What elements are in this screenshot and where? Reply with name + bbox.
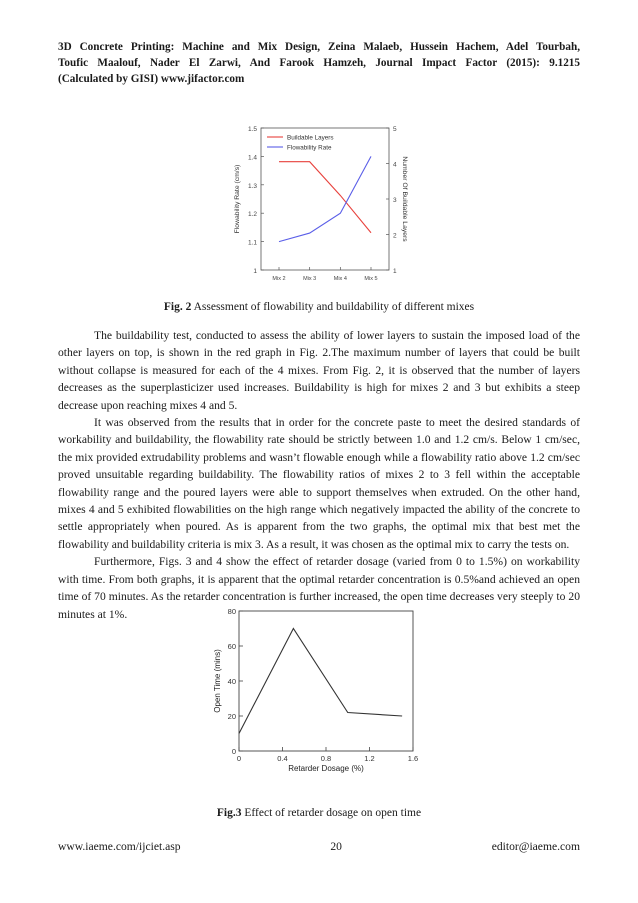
series-line-1 <box>279 156 371 241</box>
legend-label: Flowability Rate <box>287 144 332 152</box>
x-tick-label: 1.6 <box>407 754 419 763</box>
series-line-0 <box>279 162 371 233</box>
y2-tick-label: 5 <box>393 126 397 133</box>
y2-tick-label: 3 <box>393 197 397 204</box>
y2-tick-label: 4 <box>393 161 397 169</box>
body-text <box>58 327 580 623</box>
x-tick-label: 0.4 <box>277 754 288 763</box>
y-tick-label: 80 <box>227 607 236 616</box>
x-tick-label: 0.8 <box>320 754 332 763</box>
figure-2-caption <box>0 301 638 313</box>
y-tick-label: 20 <box>227 712 236 721</box>
paragraph: The buildability test, conducted to assess the ability of lower layers to sustain the imposed load of the other layers on top, is shown in the red graph in Fig. 2.The maximum number of layers that could be built without collapse is measured for each of the 4 mixes. From Fig. 2, it is observed that the number of layers decreases as the superplasticizer used increases. Buildability is high for mixes 2 and 3 but exhibits a steep decrease upon reaching mixes 4 and 5. <box>58 329 580 412</box>
x-tick-label: Mix 4 <box>333 276 347 282</box>
y-tick-label: 60 <box>227 642 236 651</box>
header-line: 3D Concrete Printing: Machine and Mix Design, Zeina Malaeb, Hussein Hachem, Adel Tourbah, <box>58 41 580 53</box>
paragraph: It was observed from the results that in order for the concrete paste to meet the desired standards of workability and buildability, the flowability rate should be strictly between 1.0 and 1.2 cm/s. Below 1 cm/sec, the mix provided extrudability problems and wasn’t flowable enough while a flowability ratio above 1.2 cm/sec proved unsuitable regarding buildability. The flowability ratios of mixes 2 to 3 fell within the acceptable flowability range and the poured layers were able to support themselves when extruded. On the other hand, mixes 4 and 5 exhibited flowabilities on the high range which negatively impacted the ability of the concrete to settle appropriately when poured. As is apparent from the two graphs, the optimal mix that best met the flowability and buildability criteria is mix 3. As a result, it was chosen as the optimal mix to carry the tests on. <box>58 416 580 551</box>
paragraph: Furthermore, Figs. 3 and 4 show the effect of retarder dosage (varied from 0 to 1.5%) on workability with time. From both graphs, it is apparent that the optimal retarder concentration is 0.5%and achieved an open time of 70 minutes. As the retarder concentration is further increased, the open time decreases very steeply to 20 minutes at 1%. <box>58 555 580 621</box>
figure-3-caption-text: Effect of retarder dosage on open time <box>241 807 422 819</box>
figure-3-caption <box>0 807 638 819</box>
legend-label: Buildable Layers <box>287 134 334 142</box>
y2-tick-label: 1 <box>393 268 397 275</box>
x-tick-label: Mix 2 <box>272 276 286 282</box>
x-axis-label: Retarder Dosage (%) <box>288 764 364 773</box>
y2-axis-label: Number Of Buildable Layers <box>401 156 408 242</box>
header-line: Toufic Maalouf, Nader El Zarwi, And Farook Hamzeh, Journal Impact Factor (2015): 9.1215 <box>58 57 580 69</box>
footer-email[interactable]: editor@iaeme.com <box>491 840 580 853</box>
y-tick-label: 0 <box>231 747 236 756</box>
page-footer <box>58 840 580 853</box>
footer-website[interactable]: www.iaeme.com/ijciet.asp <box>58 840 181 853</box>
y-axis-label: Flowability Rate (cm/s) <box>234 164 241 234</box>
y-tick-label: 1.2 <box>247 211 257 219</box>
x-tick-label: Mix 3 <box>303 276 317 282</box>
paper-header <box>58 39 580 87</box>
figure-2-label: Fig. 2 <box>163 301 192 313</box>
y-tick-label: 1.4 <box>247 154 257 162</box>
x-tick-label: 0 <box>236 754 242 763</box>
y2-tick-label: 2 <box>393 232 397 240</box>
y-tick-label: 1.3 <box>247 182 257 190</box>
x-tick-label: 1.2 <box>364 754 375 763</box>
header-line: (Calculated by GISI) www.jifactor.com <box>58 73 245 85</box>
y-tick-label: 40 <box>227 677 236 686</box>
series-line-0 <box>239 629 402 734</box>
y-axis-label: Open Time (mins) <box>213 649 222 713</box>
open-time-chart <box>207 603 427 783</box>
y-tick-label: 1 <box>253 268 257 275</box>
flowability-buildability-chart <box>215 118 425 298</box>
figure-3-label: Fig.3 <box>216 807 242 819</box>
y-tick-label: 1.5 <box>247 126 257 133</box>
page-number: 20 <box>330 840 342 853</box>
plot-frame <box>239 611 413 751</box>
x-tick-label: Mix 5 <box>364 276 378 282</box>
y-tick-label: 1.1 <box>247 239 257 247</box>
figure-2-caption-text: Assessment of flowability and buildability of different mixes <box>191 301 475 313</box>
